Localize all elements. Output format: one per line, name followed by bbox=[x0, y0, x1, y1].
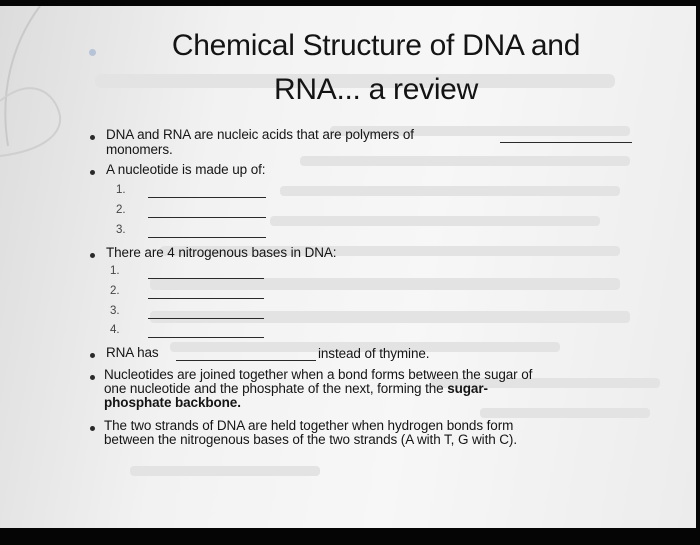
blank-nucleotide-part-1 bbox=[148, 197, 266, 198]
worksheet-page bbox=[0, 6, 696, 528]
page-title-line-1: Chemical Structure of DNA and bbox=[171, 29, 581, 62]
blank-nucleotide-part-2 bbox=[148, 217, 266, 218]
list-number: 2. bbox=[110, 285, 120, 297]
bullet-dot bbox=[90, 353, 95, 358]
blank-monomer bbox=[500, 142, 632, 143]
blank-base-1 bbox=[148, 278, 264, 279]
list-number: 1. bbox=[116, 184, 126, 196]
bullet-dot bbox=[90, 135, 95, 140]
list-number: 1. bbox=[110, 265, 120, 277]
bullet-1-line-1: DNA and RNA are nucleic acids that are polymers of bbox=[106, 127, 414, 142]
bullet-4-text-after: instead of thymine. bbox=[318, 346, 430, 361]
title-bullet bbox=[89, 49, 96, 56]
bullet-3-line-1: There are 4 nitrogenous bases in DNA: bbox=[106, 245, 337, 260]
blank-base-4 bbox=[148, 337, 264, 338]
bullet-dot bbox=[90, 375, 95, 380]
list-number: 3. bbox=[116, 224, 126, 236]
bullet-dot bbox=[90, 426, 95, 431]
bullet-dot bbox=[90, 170, 95, 175]
blank-base-2 bbox=[148, 298, 264, 299]
bullet-6-line-1: The two strands of DNA are held together when hydrogen bonds form bbox=[104, 418, 514, 433]
bullet-4-text-before: RNA has bbox=[106, 345, 159, 360]
bullet-5-line-3: phosphate backbone. bbox=[104, 395, 241, 410]
bullet-5-line-2-bold: sugar- bbox=[447, 381, 488, 396]
page-title bbox=[96, 24, 656, 112]
blank-rna-base bbox=[176, 360, 316, 361]
bullet-dot bbox=[90, 253, 95, 258]
bullet-1-line-2: monomers. bbox=[106, 142, 173, 157]
blank-nucleotide-part-3 bbox=[148, 237, 266, 238]
page-title-line-2: RNA... a review bbox=[274, 73, 478, 106]
list-number: 3. bbox=[110, 305, 120, 317]
bullet-6-line-2: between the nitrogenous bases of the two strands (A with T, G with C). bbox=[104, 432, 517, 447]
list-number: 2. bbox=[116, 204, 126, 216]
blank-base-3 bbox=[148, 318, 264, 319]
bullet-5-line-1: Nucleotides are joined together when a bond forms between the sugar of bbox=[104, 367, 533, 382]
bullet-5-line-2 bbox=[104, 381, 488, 396]
bullet-5-line-2-normal: one nucleotide and the phosphate of the next, forming the bbox=[104, 381, 444, 396]
list-number: 4. bbox=[110, 324, 120, 336]
bullet-2-line-1: A nucleotide is made up of: bbox=[106, 162, 266, 177]
